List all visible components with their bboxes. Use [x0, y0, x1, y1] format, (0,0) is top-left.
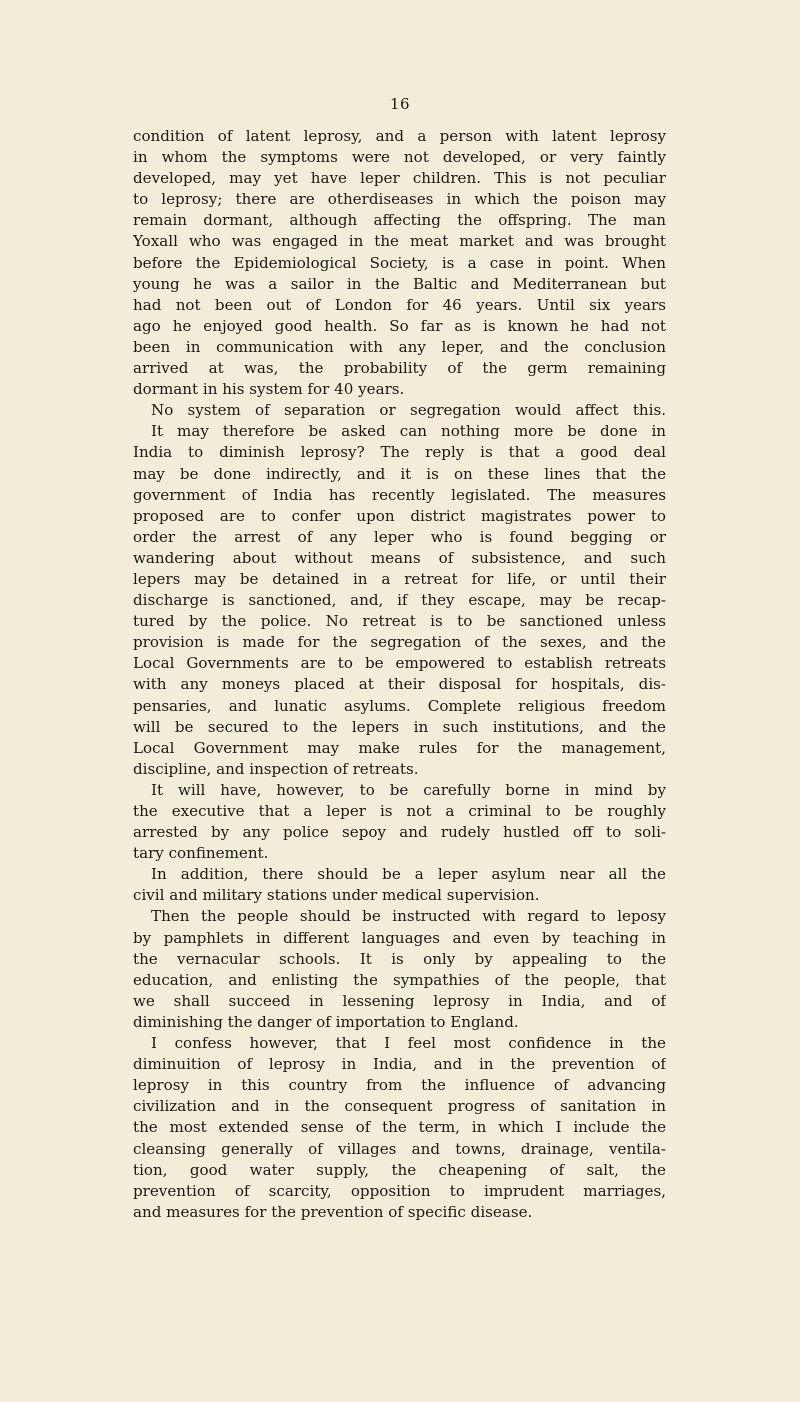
text-line: arrived at was, the probability of the germ remaining	[133, 359, 666, 378]
text-line: in whom the symptoms were not developed, or very faintly	[133, 148, 666, 167]
text-line: the vernacular schools. It is only by appealing to the	[133, 949, 666, 968]
text-line: diminuition of leprosy in India, and in the prevention of	[133, 1055, 666, 1074]
text-line: civil and military stations under medical supervision.	[133, 886, 540, 905]
text-line: developed, may yet have leper children. This is not peculiar	[133, 169, 666, 188]
text-line: provision is made for the segregation of the sexes, and the	[133, 633, 666, 652]
text-line: Yoxall who was engaged in the meat market and was brought	[133, 232, 666, 251]
text-line: order the arrest of any leper who is found begging or	[133, 527, 666, 546]
text-line: we shall succeed in lessening leprosy in India, and of	[133, 991, 666, 1010]
text-line: condition of latent leprosy, and a person with latent leprosy	[133, 127, 666, 145]
text-line: Local Government may make rules for the management,	[133, 738, 666, 757]
text-line: cleansing generally of villages and towns, drainage, ventila-	[133, 1139, 666, 1158]
text-line: the executive that a leper is not a criminal to be roughly	[133, 802, 666, 820]
text-line: to leprosy; there are otherdiseases in which the poison may	[133, 190, 666, 209]
text-line: government of India has recently legislated. The measures	[133, 485, 666, 504]
text-line: may be done indirectly, and it is on these lines that the	[133, 464, 666, 483]
text-line: lepers may be detained in a retreat for life, or until their	[133, 569, 666, 588]
text-line: wandering about without means of subsistence, and such	[133, 548, 666, 567]
text-line: arrested by any police sepoy and rudely hustled off to soli-	[133, 823, 666, 842]
text-line: tured by the police. No retreat is to be sanctioned unless	[133, 612, 666, 631]
text-line: Local Governments are to be empowered to establish retreats	[133, 654, 666, 673]
text-line: remain dormant, although affecting the offspring. The man	[133, 211, 666, 230]
text-line: diminishing the danger of importation to England.	[133, 1012, 519, 1031]
text-line: I confess however, that I feel most confidence in the	[151, 1034, 666, 1053]
body-text	[133, 126, 666, 1223]
text-line: with any moneys placed at their disposal for hospitals, dis-	[133, 675, 666, 694]
text-line: In addition, there should be a leper asylum near all the	[151, 865, 666, 884]
page-number: 16	[389, 95, 411, 113]
text-line: young he was a sailor in the Baltic and Mediterranean but	[133, 274, 666, 293]
text-line: proposed are to confer upon district magistrates power to	[133, 506, 666, 525]
text-line: discipline, and inspection of retreats.	[133, 759, 419, 778]
text-line: No system of separation or segregation would affect this.	[151, 401, 666, 420]
text-line: India to diminish leprosy? The reply is that a good deal	[133, 443, 666, 462]
text-line: Then the people should be instructed with regard to leposy	[151, 907, 666, 926]
text-line: dormant in his system for 40 years.	[133, 380, 405, 399]
text-line: been in communication with any leper, and the conclusion	[133, 337, 666, 356]
text-line: pensaries, and lunatic asylums. Complete religious freedom	[133, 696, 666, 715]
text-line: the most extended sense of the term, in which I include the	[133, 1118, 666, 1137]
text-line: tary confinement.	[133, 844, 269, 863]
text-line: before the Epidemiological Society, is a case in point. When	[133, 253, 666, 272]
text-line: tion, good water supply, the cheapening of salt, the	[133, 1160, 666, 1179]
text-line: ago he enjoyed good health. So far as is known he had not	[133, 316, 666, 335]
text-line: and measures for the prevention of specific disease.	[133, 1202, 533, 1221]
text-line: It will have, however, to be carefully borne in mind by	[151, 780, 666, 799]
text-line: prevention of scarcity, opposition to imprudent marriages,	[133, 1181, 666, 1200]
text-line: education, and enlisting the sympathies of the people, that	[133, 970, 666, 989]
text-line: will be secured to the lepers in such institutions, and the	[133, 717, 666, 736]
text-line: civilization and in the consequent progress of sanitation in	[133, 1097, 666, 1116]
text-line: by pamphlets in different languages and even by teaching in	[133, 928, 666, 947]
text-line: discharge is sanctioned, and, if they escape, may be recap-	[133, 591, 666, 610]
text-line: had not been out of London for 46 years. Until six years	[133, 295, 666, 314]
text-line: It may therefore be asked can nothing more be done in	[151, 422, 666, 441]
text-line: leprosy in this country from the influence of advancing	[133, 1076, 666, 1095]
